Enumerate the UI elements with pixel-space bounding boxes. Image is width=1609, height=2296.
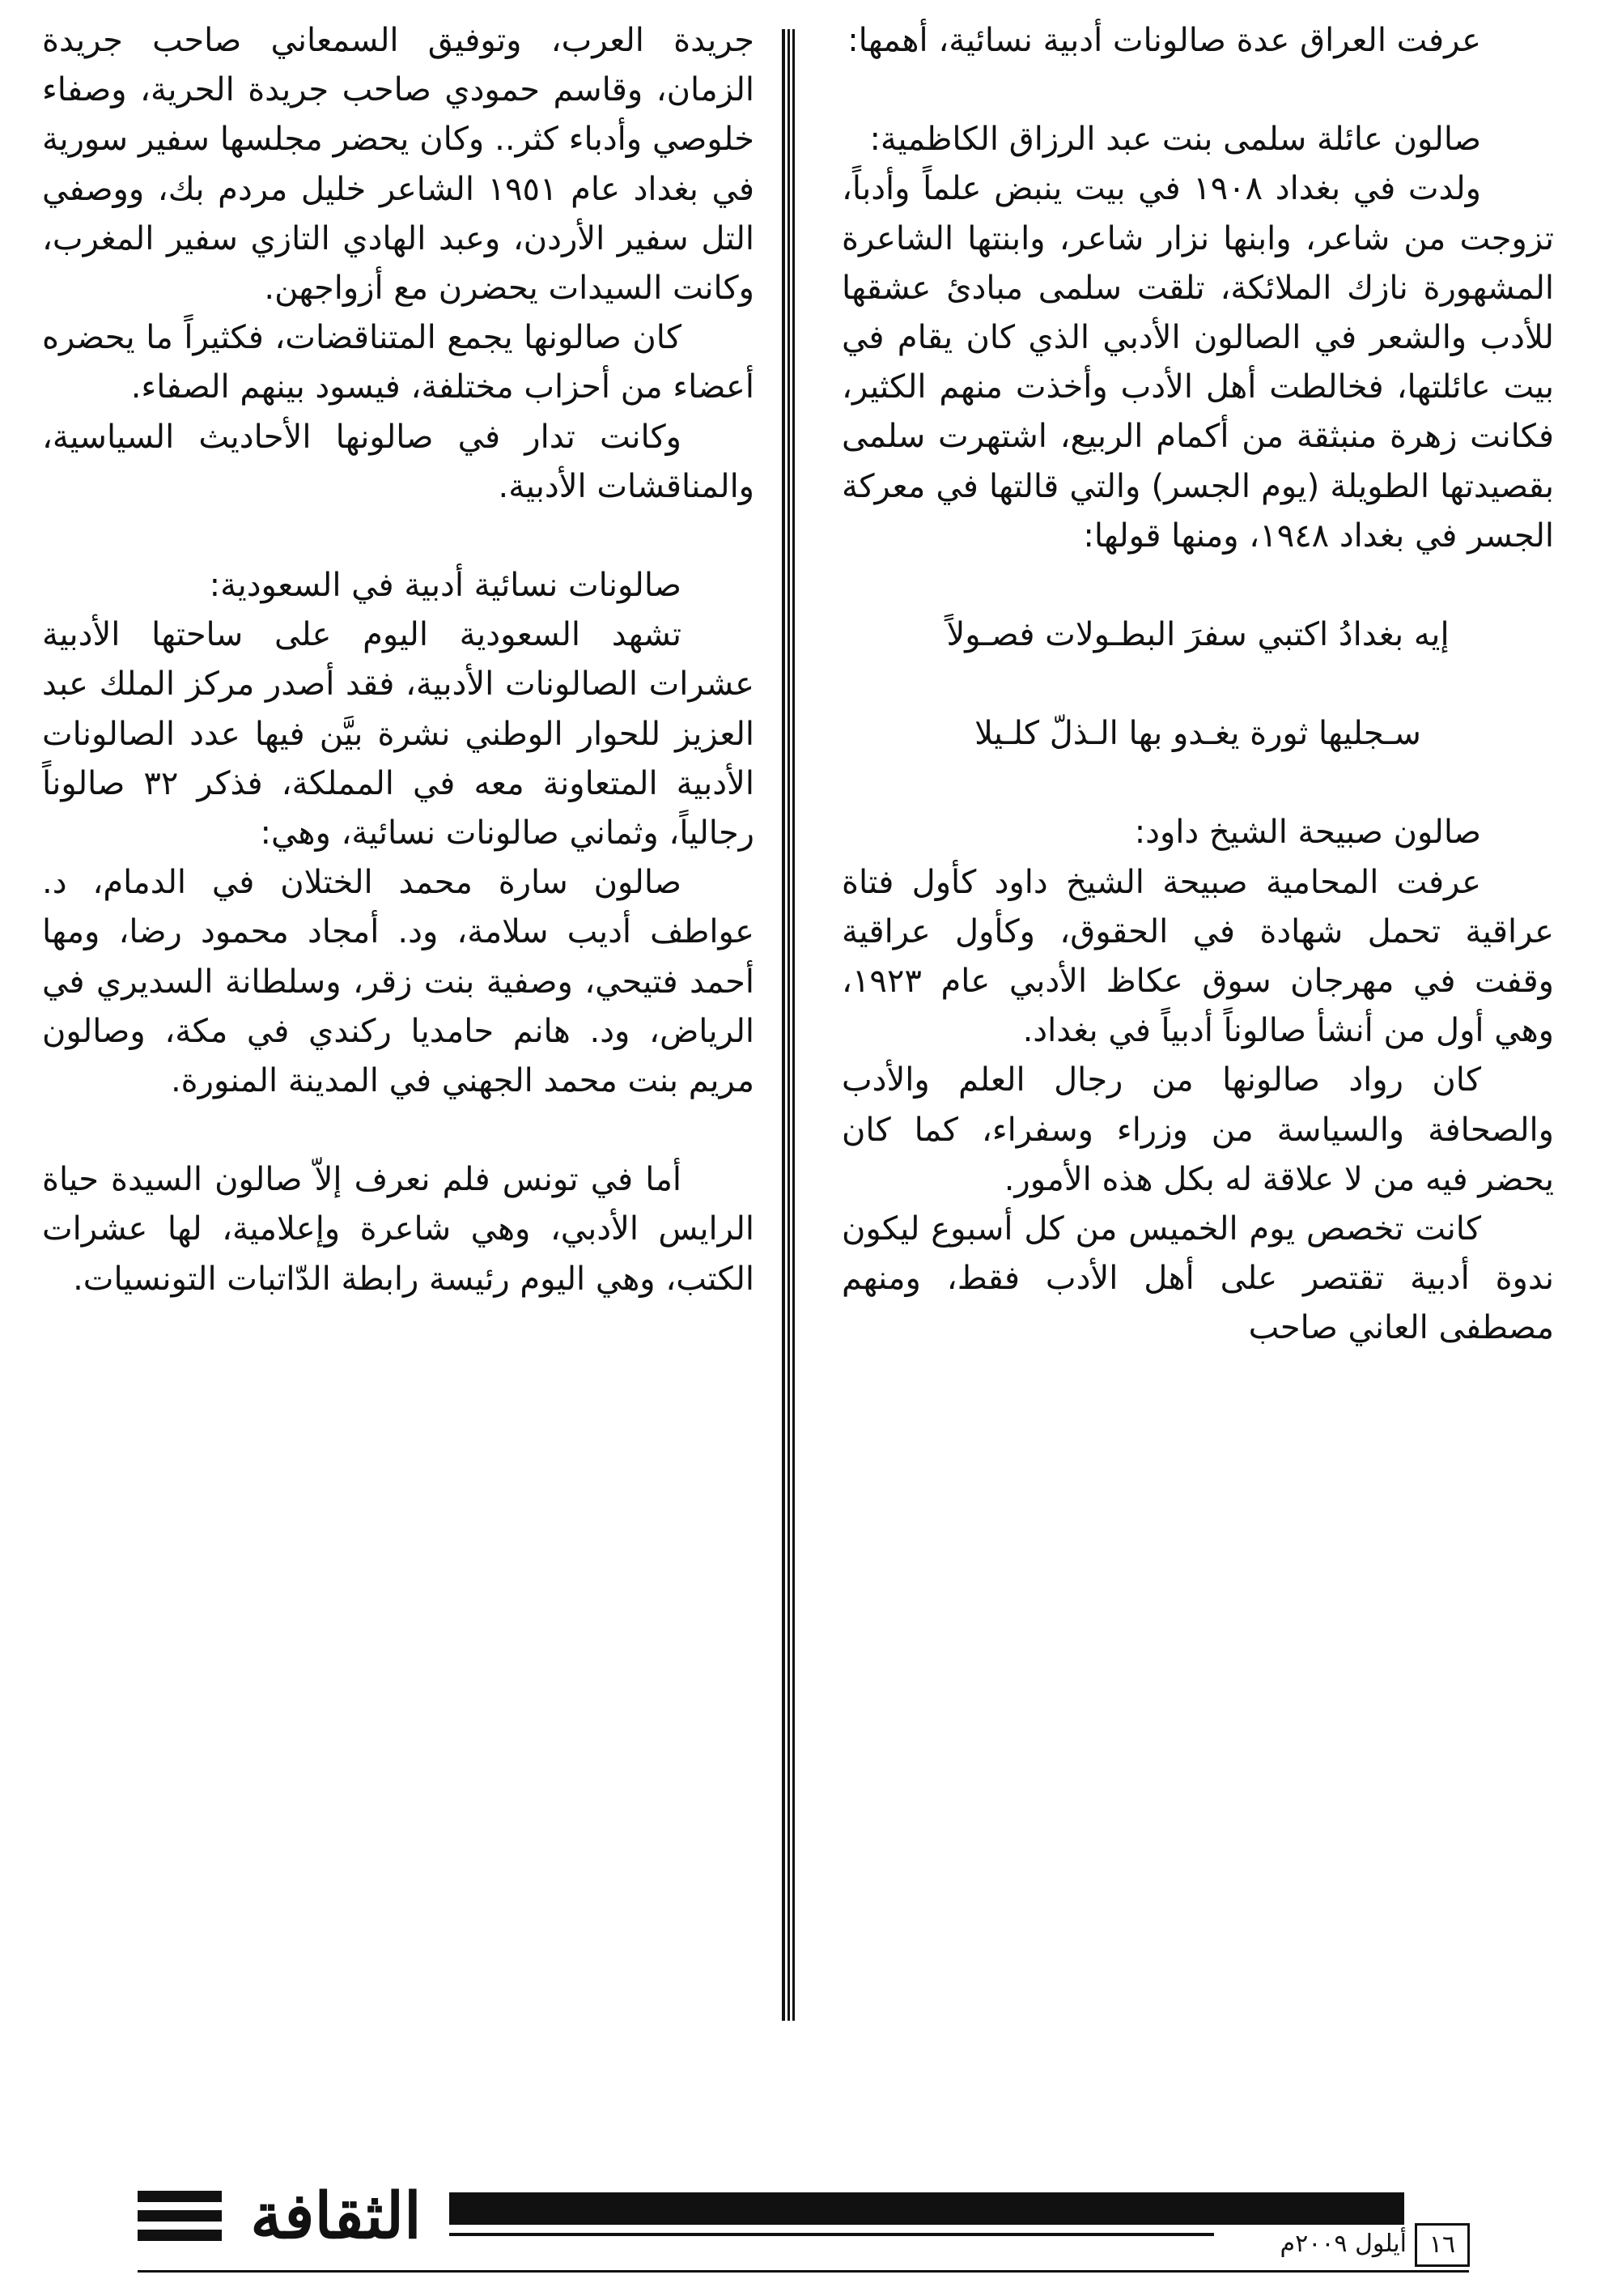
saudi-heading: صالونات نسائية أدبية في السعودية: [209, 567, 681, 605]
salon-sabiha-thursday: كانت تخصص يوم الخميس من كل أسبوع ليكون ندوة أدبية تقتصر على أهل الأدب فقط، ومنهم مصطفى العاني صاحب [842, 1210, 1554, 1347]
poem-verse-2: سـجليها ثورة يغـدو بها الـذلّ كلـيلا [974, 715, 1421, 753]
saudi-body: تشهد السعودية اليوم على ساحتها الأدبية عشرات الصالونات الأدبية، فقد أصدر مركز الملك عبد العزيز للحوار الوطني نشرة بيَّن فيها عدد الصالونات الأدبية المتعاونة معه في المملكة، فذكر ٣٢ صالوناً رجالياً، وثماني صالونات نسائية، وهي: [42, 616, 754, 852]
salon-salma-body: ولدت في بغداد ١٩٠٨ في بيت ينبض علماً وأدباً، تزوجت من شاعر، وابنها نزار شاعر، وابنتها الشاعرة المشهورة نازك الملائكة، تلقت سلمى مبادئ عشقها للأدب والشعر في الصالون الأدبي الذي كان يقام في بيت عائلتها، فخالطت أهل الأدب وأخذت منهم الكثير، فكانت زهرة منبثقة من أكمام الربيع، اشتهرت سلمى بقصيدتها الطويلة (يوم الجسر) والتي قالتها في معركة الجسر في بغداد ١٩٤٨، ومنها قولها: [842, 170, 1554, 555]
footer-rule [138, 2270, 1469, 2273]
page-number: ١٦ [1415, 2223, 1470, 2267]
salon-salma-heading: صالون عائلة سلمى بنت عبد الرزاق الكاظمية: [869, 121, 1481, 159]
issue-date: أيلول ٢٠٠٩م [1214, 2228, 1413, 2260]
magazine-logo: الثقافة [250, 2179, 422, 2253]
salon-discussions: وكانت تدار في صالونها الأحاديث السياسية، والمناقشات الأدبية. [42, 418, 754, 505]
footer-decoration-left [138, 2186, 222, 2251]
salon-sabiha-body: عرفت المحامية صبيحة الشيخ داود كأول فتاة عراقية تحمل شهادة في الحقوق، وكأول عراقية وقفت في مهرجان سوق عكاظ الأدبي عام ١٩٢٣، وهي أول من أنشأ صالوناً أدبياً في بغداد. [842, 863, 1554, 1050]
intro-paragraph: عرفت العراق عدة صالونات أدبية نسائية، أهمها: [847, 22, 1481, 59]
tunisia-paragraph: أما في تونس فلم نعرف إلاّ صالون السيدة حياة الرايس الأدبي، وهي شاعرة وإعلامية، لها عشرات الكتب، وهي اليوم رئيسة رابطة الدّاتبات التونسيات. [42, 1161, 754, 1298]
right-column [842, 16, 1554, 1354]
saudi-list: صالون سارة محمد الختلان في الدمام، د. عواطف أديب سلامة، ود. أمجاد محمود رضا، ومها أحمد فتيحي، وصفية بنت زقر، وسلطانة السديري في الرياض، ود. هانم حامديا ركندي في مكة، وصالون مريم بنت محمد الجهني في المدينة المنورة. [42, 864, 754, 1100]
left-column [42, 16, 754, 1304]
page-footer [0, 2170, 1609, 2267]
salon-sabiha-visitors: كان رواد صالونها من رجال العلم والأدب والصحافة والسياسة من وزراء وسفراء، كما كان يحضر فيه من لا علاقة له بكل هذه الأمور. [842, 1061, 1554, 1198]
column-divider [780, 29, 796, 2021]
sabiha-continuation: جريدة العرب، وتوفيق السمعاني صاحب جريدة الزمان، وقاسم حمودي صاحب جريدة الحرية، وصفاء خلوصي وأدباء كثر.. وكان يحضر مجلسها سفير سورية في بغداد عام ١٩٥١ الشاعر خليل مردم بك، ووصفي التل سفير الأردن، وعبد الهادي التازي سفير المغرب، وكانت السيدات يحضرن مع أزواجهن. [42, 22, 755, 308]
salon-contradictions: كان صالونها يجمع المتناقضات، فكثيراً ما يحضره أعضاء من أحزاب مختلفة، فيسود بينهم الصفاء. [42, 319, 754, 406]
poem-verse-1: إيه بغدادُ اكتبي سفرَ البطـولات فصـولاً [946, 616, 1450, 654]
salon-sabiha-heading: صالون صبيحة الشيخ داود: [1134, 814, 1481, 852]
